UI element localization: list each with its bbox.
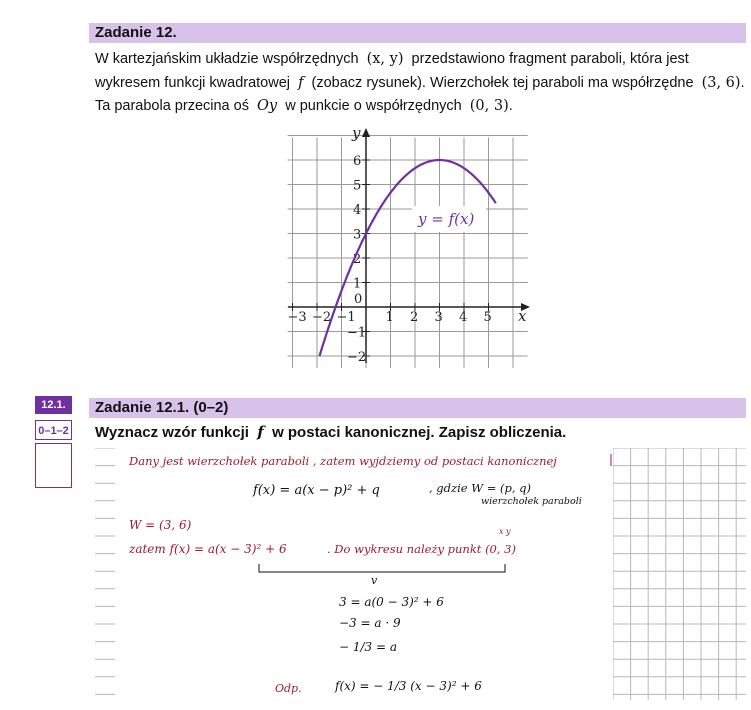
hw-line1: Dany jest wierzchołek paraboli , zatem wyjdziemy od postaci kanonicznej [129, 454, 557, 468]
x-axis-label: x [518, 307, 527, 325]
hw-answer-label: Odp. [275, 682, 302, 695]
hw-eq3: − 1/3 = a [339, 640, 398, 654]
intro-f: f [298, 74, 304, 91]
intro-text-5: w punkcie o współrzędnych [285, 98, 462, 114]
x-tick-label: −1 [336, 310, 356, 325]
hw-formula: f(x) = a(x − p)² + q [253, 483, 380, 498]
y-tick-label: 1 [353, 276, 362, 292]
hw-eq1: 3 = a(0 − 3)² + 6 [339, 595, 444, 609]
x-tick-label: 2 [410, 310, 419, 325]
subtask-instruction [95, 423, 566, 441]
x-tick-label: 5 [483, 310, 492, 325]
hw-where: , gdzie W = (p, q) [429, 481, 532, 495]
y-tick-label: 5 [353, 178, 362, 194]
task-header [89, 23, 746, 43]
intro-oy: Oy [257, 98, 278, 114]
x-tick-label: 0 [354, 292, 363, 307]
intro-text-1: W kartezjańskim układzie współrzędnych [95, 51, 359, 67]
hw-point: . Do wykresu należy punkt (0, 3) [327, 542, 516, 556]
subtask-title: Zadanie 12.1. (0–2) [95, 399, 229, 416]
intro-text-2: przedstawiono fragment paraboli, która jest wykresem funkcji kwadratowej [95, 51, 689, 91]
instruction-f: f [257, 423, 264, 441]
y-tick-label: 2 [353, 252, 362, 267]
x-tick-label: 4 [459, 310, 468, 325]
parabola-graph [280, 118, 550, 368]
x-tick-label: 1 [385, 310, 394, 325]
x-tick-label: −3 [287, 310, 307, 325]
intro-text-3: (zobacz rysunek). Wierzchołek tej paraboli ma współrzędne [311, 74, 694, 91]
x-tick-label: 3 [434, 310, 443, 325]
intro-text-4: . Ta parabola przecina oś [95, 74, 745, 114]
subtask-badge: 12.1. [35, 396, 72, 414]
y-axis-label: y [352, 124, 361, 142]
hw-zatem: zatem f(x) = a(x − 3)² + 6 [129, 542, 287, 556]
task-intro [95, 48, 745, 119]
hw-answer: f(x) = − 1/3 (x − 3)² + 6 [335, 679, 482, 693]
hw-w: W = (3, 6) [129, 518, 192, 532]
hw-vertex-note: wierzchołek paraboli [481, 496, 582, 507]
subtask-header [89, 398, 746, 418]
instruction-text-a: Wyznacz wzór funkcji [95, 424, 249, 441]
hw-eq2: −3 = a · 9 [339, 616, 401, 630]
score-box[interactable] [35, 443, 72, 488]
y-tick-label: −2 [347, 350, 367, 365]
intro-point: (0, 3) [469, 98, 509, 114]
y-tick-label: 4 [353, 203, 362, 218]
intro-vertex: (3, 6) [701, 74, 741, 91]
y-tick-label: 3 [353, 227, 362, 243]
y-tick-label: 6 [353, 154, 362, 169]
answer-area[interactable] [95, 448, 746, 700]
y-tick-label: −1 [347, 325, 367, 341]
hw-xy-mark: x y [499, 527, 511, 536]
instruction-text-b: w postaci kanonicznej. Zapisz obliczenia. [272, 424, 567, 441]
function-label: y = f(x) [418, 210, 475, 228]
x-tick-label: −2 [312, 310, 332, 325]
intro-xy: (x, y) [366, 51, 404, 67]
hw-arrow: v [371, 574, 378, 587]
intro-text-6: . [508, 98, 513, 114]
task-title: Zadanie 12. [95, 24, 177, 41]
points-box: 0–1–2 [35, 420, 72, 440]
